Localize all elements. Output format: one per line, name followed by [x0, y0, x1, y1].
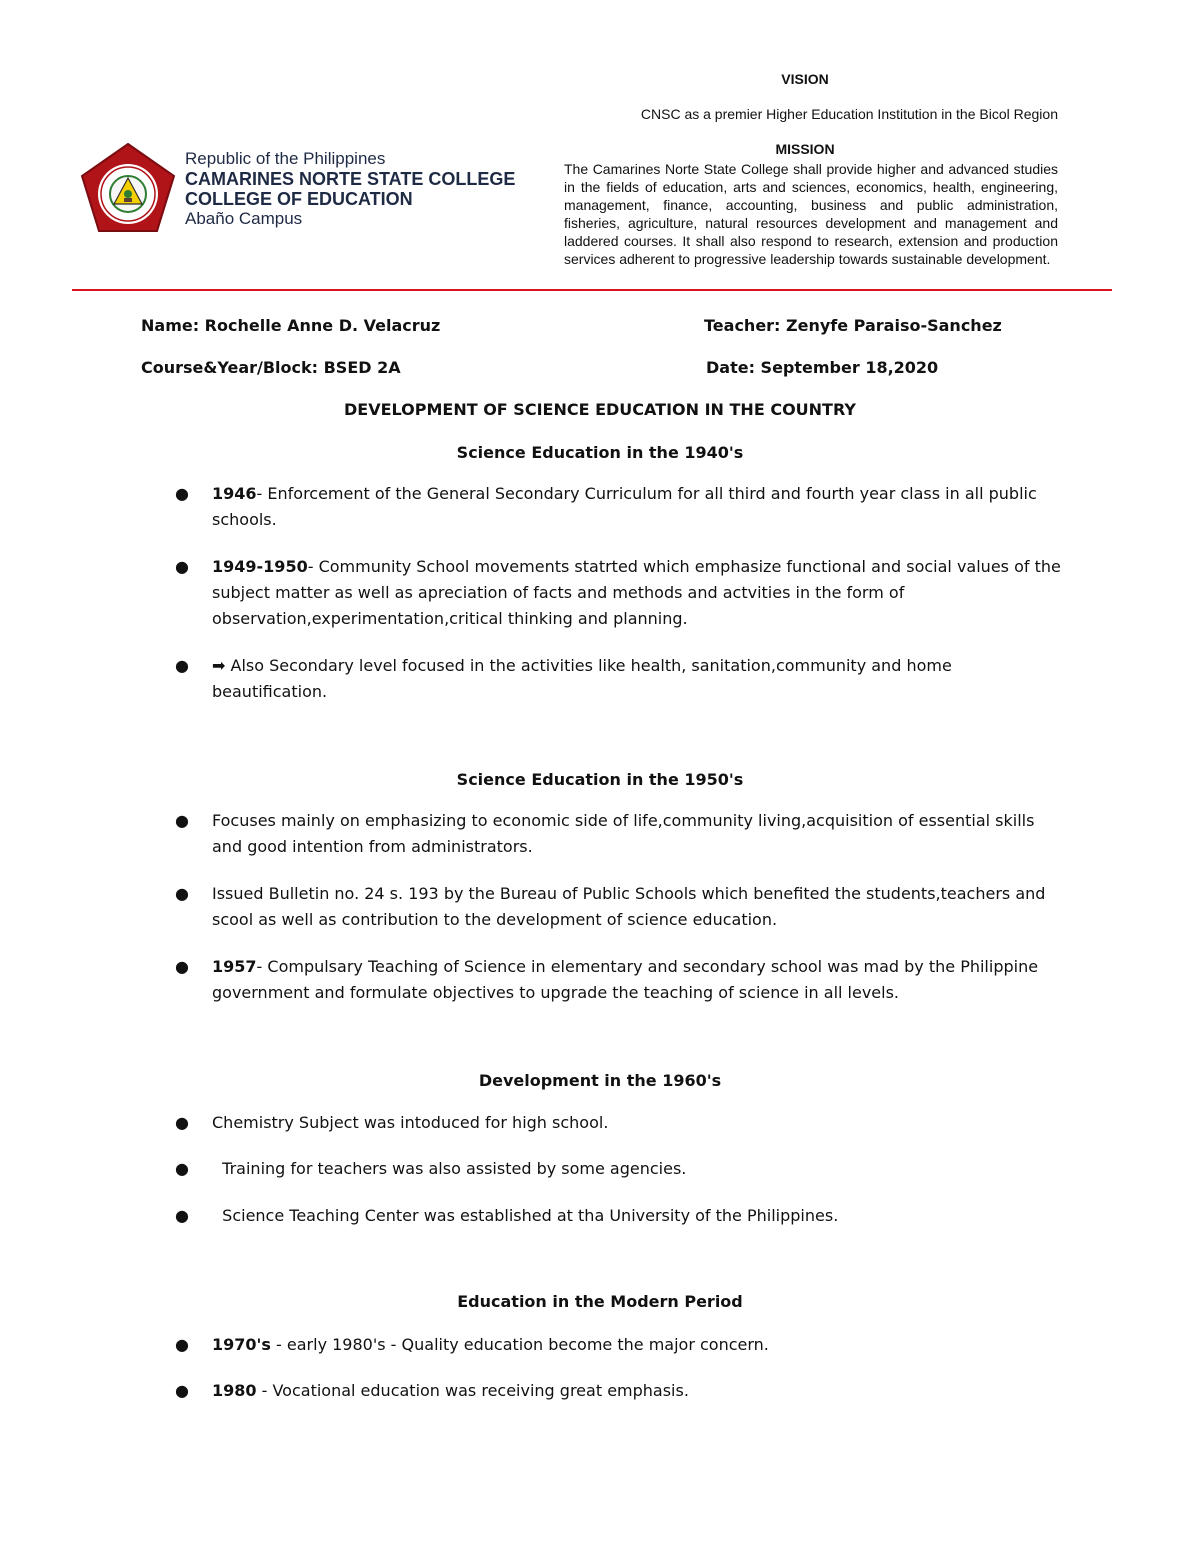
- list-item: ● ➡ Also Secondary level focused in the activities like health, sanitation,community and home beautification.: [175, 653, 1065, 705]
- list-item: ● Focuses mainly on emphasizing to economic side of life,community living,acquisition of essential skills and good intention from administrators.: [175, 808, 1065, 860]
- bullet-icon: ●: [175, 811, 189, 830]
- bullet-icon: ●: [175, 1335, 189, 1354]
- bullet-icon: ●: [175, 957, 189, 976]
- section-heading: Science Education in the 1940's: [456, 443, 744, 462]
- bullet-icon: ●: [175, 557, 189, 576]
- section-heading: Development in the 1960's: [478, 1071, 722, 1090]
- cnsc-seal-icon: [80, 142, 176, 234]
- bullet-icon: ●: [175, 884, 189, 903]
- republic-label: Republic of the Philippines: [185, 149, 386, 168]
- institution-block: [185, 149, 515, 229]
- header-divider: [72, 289, 1112, 291]
- list-item: ● 1957- Compulsary Teaching of Science in elementary and secondary school was mad by the Philippine government and formulate objectives to upgrade the teaching of science in all levels.: [175, 954, 1065, 1006]
- bullet-icon: ●: [175, 484, 189, 503]
- college-name: CAMARINES NORTE STATE COLLEGE: [185, 169, 516, 189]
- date-label: Date: September 18,2020: [706, 358, 939, 377]
- list-item: ● 1970's - early 1980's - Quality education become the major concern.: [175, 1332, 1065, 1358]
- bullet-icon: ●: [175, 656, 189, 675]
- bullet-icon: ●: [175, 1206, 189, 1225]
- campus-name: Abaño Campus: [185, 209, 303, 228]
- department-name: COLLEGE OF EDUCATION: [185, 189, 413, 209]
- list-item: ● Science Teaching Center was established at tha University of the Philippines.: [175, 1203, 1065, 1229]
- vision-text: CNSC as a premier Higher Education Institution in the Bicol Region: [640, 106, 1058, 122]
- bullet-icon: ●: [175, 1113, 189, 1132]
- student-name: Name: Rochelle Anne D. Velacruz: [141, 316, 441, 335]
- course-year-block: Course&Year/Block: BSED 2A: [141, 358, 401, 377]
- list-item: ● Issued Bulletin no. 24 s. 193 by the Bureau of Public Schools which benefited the students,teachers and scool as well as contribution to the development of science education.: [175, 881, 1065, 933]
- mission-text: The Camarines Norte State College shall provide higher and advanced studies in the fields of education, arts and sciences, economics, health, engineering, management, finance, accounting, business and public administration, fisheries, agriculture, natural resources development and management and laddered courses. It shall also respond to research, extension and production services adherent to progressive leadership towards sustainable development.: [564, 161, 1058, 267]
- document-title: DEVELOPMENT OF SCIENCE EDUCATION IN THE COUNTRY: [344, 400, 856, 419]
- list-item: ● 1946- Enforcement of the General Secondary Curriculum for all third and fourth year class in all public schools.: [175, 481, 1065, 533]
- list-item: ● Training for teachers was also assisted by some agencies.: [175, 1156, 1065, 1182]
- vision-title: VISION: [781, 71, 829, 87]
- list-item: ● 1980 - Vocational education was receiving great emphasis.: [175, 1378, 1065, 1404]
- mission-title: MISSION: [775, 141, 835, 157]
- bullet-icon: ●: [175, 1381, 189, 1400]
- list-item: ● Chemistry Subject was intoduced for high school.: [175, 1110, 1065, 1136]
- section-heading: Science Education in the 1950's: [456, 770, 744, 789]
- list-item: ● 1949-1950- Community School movements statrted which emphasize functional and social values of the subject matter as well as apreciation of facts and methods and actvities in the form of observation,experimentation,critical thinking and planning.: [175, 554, 1065, 632]
- section-heading: Education in the Modern Period: [457, 1292, 743, 1311]
- bullet-icon: ●: [175, 1159, 189, 1178]
- teacher-name: Teacher: Zenyfe Paraiso-Sanchez: [704, 316, 1002, 335]
